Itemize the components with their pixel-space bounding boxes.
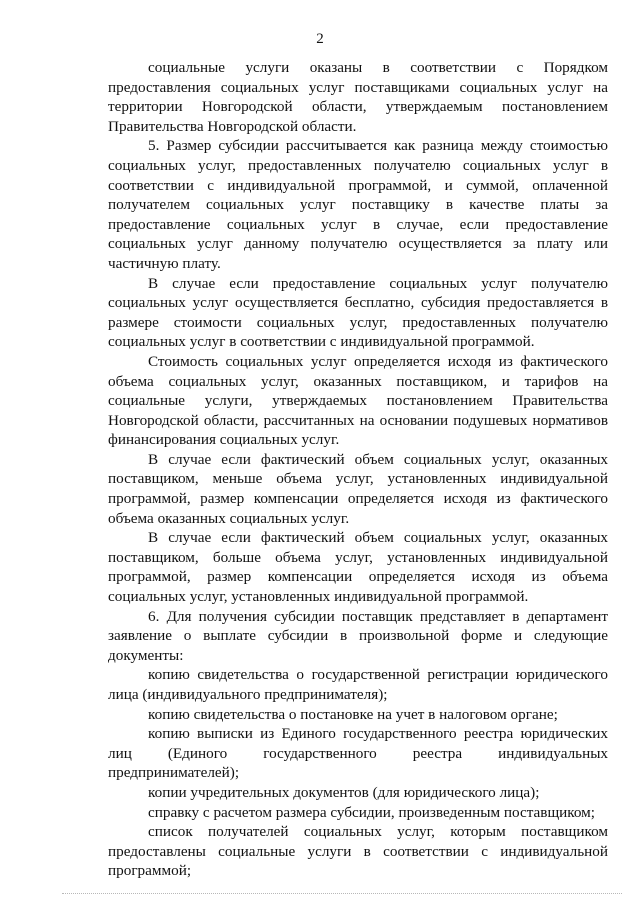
list-item-register-extract: копию выписки из Единого государственного реестра юридических лиц (Единого государственного реестра индивидуальных предпринимателей); — [108, 725, 608, 782]
list-item-founding-documents: копии учредительных документов (для юридического лица); — [148, 783, 540, 801]
document-body — [108, 58, 608, 881]
paragraph-continuation: социальные услуги оказаны в соответствии с Порядком предоставления социальных услуг поставщиками социальных услуг на территории Новгородской области, утверждаемым постановлением Правительства Новгородской области. — [108, 59, 608, 135]
list-item-subsidy-calculation: справку с расчетом размера субсидии, произведенным поставщиком; — [148, 803, 596, 821]
paragraph-volume-more: В случае если фактический объем социальных услуг, оказанных поставщиком, больше объема услуг, установленных индивидуальной программой, размер компенсации определяется исходя из объема социальных услуг, установленных индивидуальной программой. — [108, 529, 608, 606]
paragraph-free-services: В случае если предоставление социальных услуг получателю социальных услуг осуществляется бесплатно, субсидия предоставляется в размере стоимости социальных услуг, предоставленных получателю социальных услуг в соответствии с индивидуальной программой. — [108, 274, 608, 351]
paragraph-item-5: 5. Размер субсидии рассчитывается как разница между стоимостью социальных услуг, предоставленных получателю социальных услуг в соответствии с индивидуальной программой, и суммой, оплаченной получателем социальных услуг поставщику в качестве платы за предоставление социальных услуг в случае, если предоставление социальных услуг данному получателю осуществляется за плату или частичную плату. — [108, 137, 608, 272]
list-item-registration-copy: копию свидетельства о государственной регистрации юридического лица (индивидуального предпринимателя); — [108, 666, 608, 703]
paragraph-volume-less: В случае если фактический объем социальных услуг, оказанных поставщиком, меньше объема услуг, установленных индивидуальной программой, размер компенсации определяется исходя из фактического объема оказанных социальных услуг. — [108, 450, 608, 527]
scan-edge-line — [62, 893, 622, 894]
list-item-tax-registration-copy: копию свидетельства о постановке на учет в налоговом органе; — [148, 705, 558, 723]
paragraph-item-6: 6. Для получения субсидии поставщик представляет в департамент заявление о выплате субсидии в произвольной форме и следующие документы: — [108, 607, 608, 664]
paragraph-cost-definition: Стоимость социальных услуг определяется исходя из фактического объема социальных услуг, оказанных поставщиком, и тарифов на социальные услуги, утверждаемых постановлением Правительства Новгородской области, рассчитанных на основании подушевых нормативов финансирования социальных услуг. — [108, 352, 608, 449]
page-number: 2 — [316, 31, 324, 47]
list-item-recipients-list: список получателей социальных услуг, которым поставщиком предоставлены социальные услуги в соответствии с индивидуальной программой; — [108, 823, 608, 880]
